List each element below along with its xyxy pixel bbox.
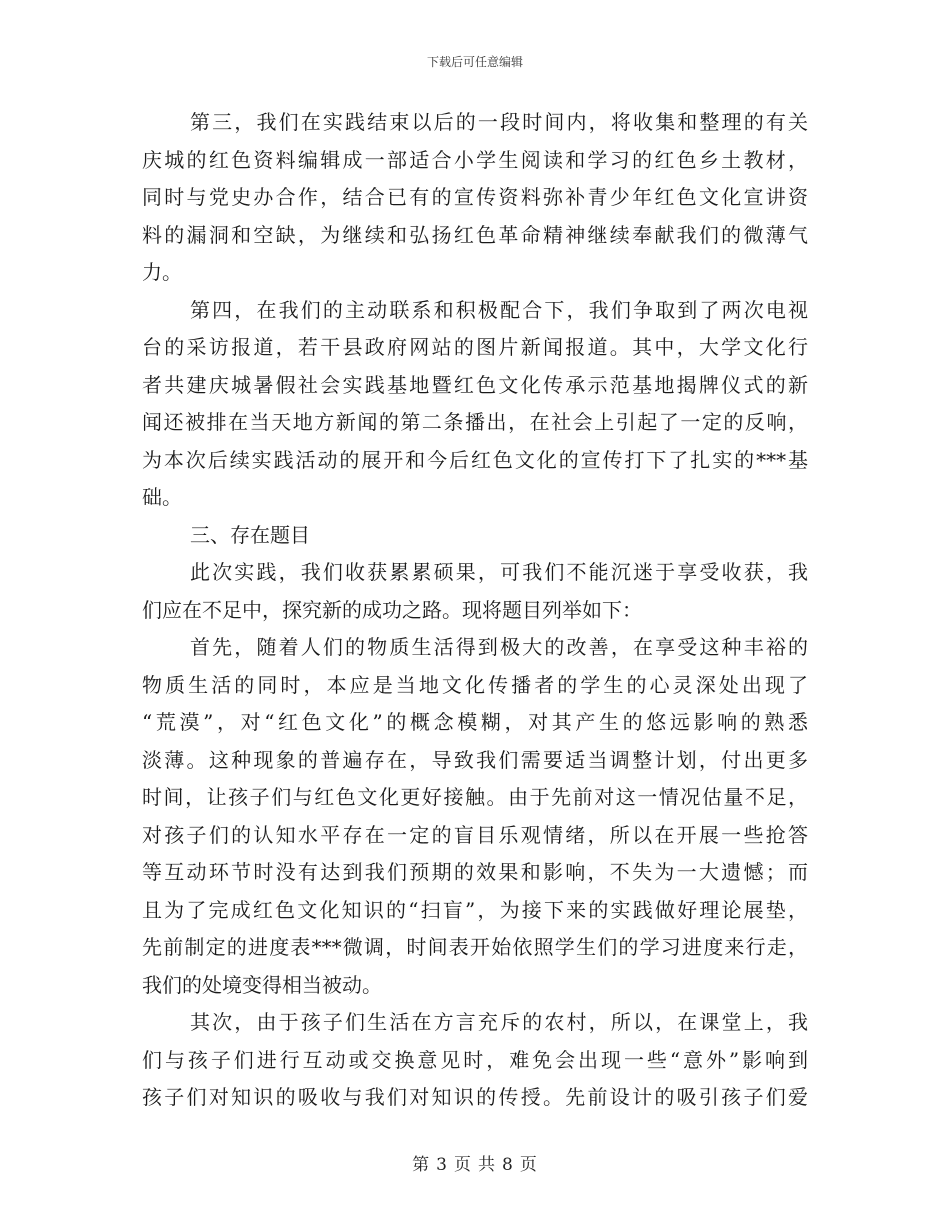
text-line: 庆城的红色资料编辑成一部适合小学生阅读和学习的红色乡土教材， (142, 147, 808, 172)
text-line: 台的采访报道，若干县政府网站的图片新闻报道。其中，大学文化行 (142, 335, 808, 359)
text-line: 其次，由于孩子们生活在方言充斥的农村，所以，在课堂上，我 (190, 1010, 808, 1034)
text-line: 同时与党史办合作，结合已有的宣传资料弥补青少年红色文化宣讲资 (142, 185, 808, 209)
text-line: 物质生活的同时，本应是当地文化传播者的学生的心灵深处出现了 (142, 672, 808, 697)
text-line: 们与孩子们进行互动或交换意见时，难免会出现一些“意外”影响到 (142, 1047, 808, 1072)
page-total: 8 (502, 1155, 514, 1175)
text-line: 础。 (142, 485, 182, 509)
page-number: 3 (436, 1155, 448, 1175)
text-line: 孩子们对知识的吸收与我们对知识的传授。先前设计的吸引孩子们爱 (142, 1085, 808, 1109)
text-line: 力。 (142, 260, 182, 284)
text-line: 先前制定的进度表***微调，时间表开始依照学生们的学习进度来行走， (142, 935, 808, 959)
page-header-note: 下载后可任意编辑 (426, 55, 523, 69)
text-line: 们应在不足中，探究新的成功之路。现将题目列举如下： (142, 597, 642, 622)
page-label-gong: 共 (478, 1155, 496, 1175)
text-line: 淡薄。这种现象的普遍存在，导致我们需要适当调整计划，付出更多 (142, 747, 808, 772)
text-line: 第三，我们在实践结束以后的一段时间内，将收集和整理的有关 (190, 110, 808, 134)
text-line: 第四，在我们的主动联系和积极配合下，我们争取到了两次电视 (190, 297, 808, 322)
text-line: 为本次后续实践活动的展开和今后红色文化的宣传打下了扎实的***基 (142, 447, 808, 472)
text-line: 者共建庆城暑假社会实践基地暨红色文化传承示范基地揭牌仪式的新 (142, 372, 808, 397)
document-body (142, 104, 808, 1117)
text-line: 此次实践，我们收获累累硕果，可我们不能沉迷于享受收获，我 (190, 560, 808, 584)
text-line: 对孩子们的认知水平存在一定的盲目乐观情绪，所以在开展一些抢答 (142, 822, 808, 847)
section-heading: 三、存在题目 (190, 522, 310, 547)
page-label-di: 第 (412, 1155, 431, 1175)
page-label-ye: 页 (454, 1155, 472, 1175)
text-line: “荒漠”，对“红色文化”的概念模糊，对其产生的悠远影响的熟悉 (142, 710, 808, 734)
text-line: 时间，让孩子们与红色文化更好接触。由于先前对这一情况估量不足， (142, 785, 808, 809)
text-line: 料的漏洞和空缺，为继续和弘扬红色革命精神继续奉献我们的微薄气 (142, 222, 808, 247)
text-line: 首先，随着人们的物质生活得到极大的改善，在享受这种丰裕的 (190, 635, 808, 659)
text-line: 闻还被排在当天地方新闻的第二条播出，在社会上引起了一定的反响， (142, 410, 808, 434)
page-label-ye-total: 页 (519, 1155, 538, 1175)
text-line: 且为了完成红色文化知识的“扫盲”，为接下来的实践做好理论展垫， (142, 897, 808, 922)
text-line: 我们的处境变得相当被动。 (142, 972, 382, 997)
page-footer (0, 1150, 950, 1175)
text-line: 等互动环节时没有达到我们预期的效果和影响，不失为一大遗憾；而 (142, 860, 808, 884)
